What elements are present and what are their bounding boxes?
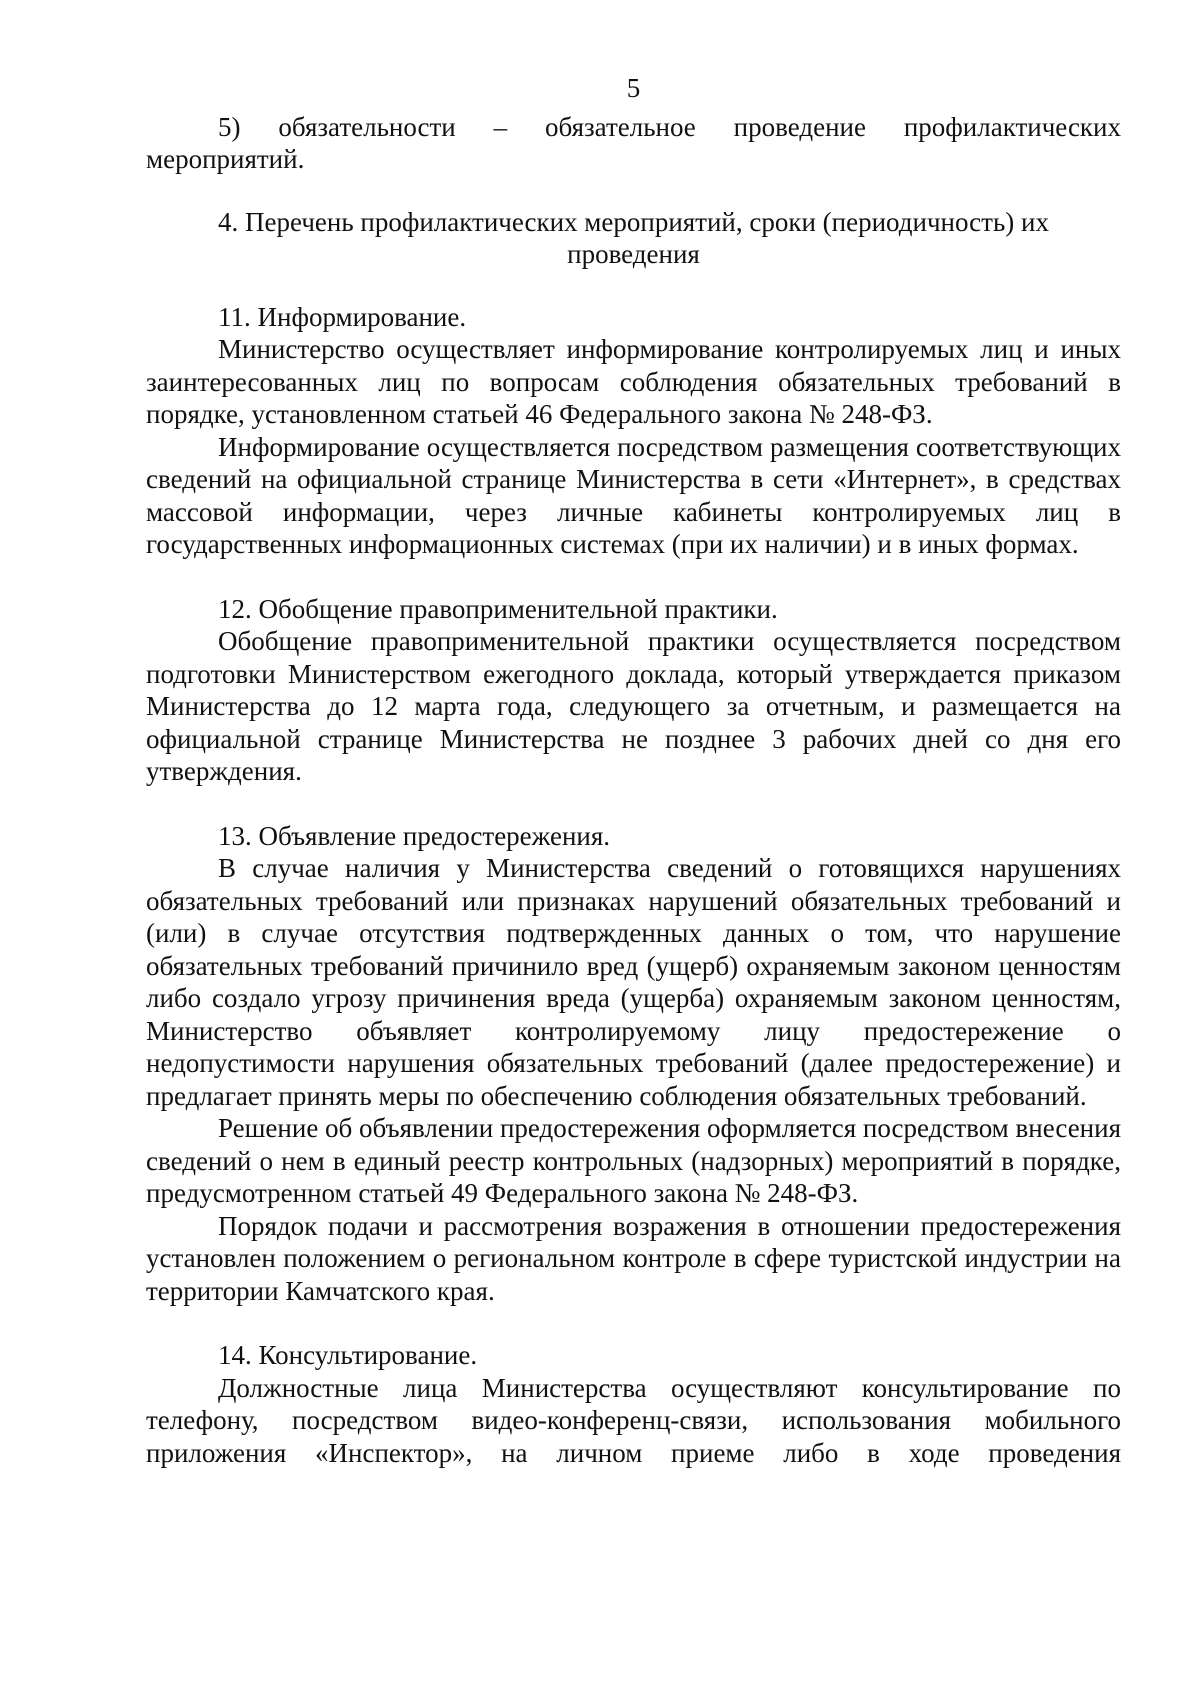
section-14-title: 14. Консультирование. [218,1340,478,1370]
section-13-paragraph-3: Порядок подачи и рассмотрения возражения в отношении предостережения установлен положением о региональном контроле в сфере туристской индустрии на территории Камчатского края. [146,1210,1121,1306]
item-5-paragraph: 5) обязательности – обязательное проведение профилактических мероприятий. [146,111,1121,174]
document-page [146,72,1121,1469]
section-12-paragraph-1: Обобщение правоприменительной практики осуществляется посредством подготовки Министерством ежегодного доклада, который утверждается приказом Министерства до 12 марта года, следующего за отчетным, и размещается на официальной странице Министерства не позднее 3 рабочих дней со дня его утверждения. [146,626,1121,786]
section-11-paragraph-2: Информирование осуществляется посредством размещения соответствующих сведений на официальной странице Министерства в сети «Интернет», в средствах массовой информации, через личные кабинеты контролируемых лиц в государственных информационных системах (при их наличии) и в иных формах. [146,431,1121,559]
spacer [146,1307,1121,1339]
section-13-paragraph-2: Решение об объявлении предостережения оформляется посредством внесения сведений о нем в единый реестр контрольных (надзорных) мероприятий в порядке, предусмотренном статьей 49 Федерального закона № 248-ФЗ. [146,1113,1121,1208]
spacer [146,788,1121,820]
spacer [146,561,1121,593]
section-13-title: 13. Объявление предостережения. [218,820,611,851]
section-14-paragraph-1: Должностные лица Министерства осуществляют консультирование по телефону, посредством видео-конференц-связи, использования мобильного приложения «Инспектор», на личном приеме либо в ходе проведения [146,1372,1121,1468]
section-12-title: 12. Обобщение правоприменительной практики. [218,593,778,624]
page-number: 5 [626,73,641,103]
section-13-paragraph-1: В случае наличия у Министерства сведений о готовящихся нарушениях обязательных требований или признаках нарушений обязательных требований и (или) в случае отсутствия подтвержденных данных о том, что нарушение обязательных требований причинило вред (ущерб) охраняемым законом ценностям либо создало угрозу причинения вреда (ущерба) охраняемым законом ценностям, Министерство объявляет контролируемому лицу предостережение о недопустимости нарушения обязательных требований (далее предостережение) и предлагает принять меры по обеспечению соблюдения обязательных требований. [146,853,1121,1111]
section-11-title: 11. Информирование. [218,301,467,332]
section-heading: 4. Перечень профилактических мероприятий, сроки (периодичность) их проведения [218,206,1049,269]
section-11-paragraph-1: Министерство осуществляет информирование контролируемых лиц и иных заинтересованных лиц по вопросам соблюдения обязательных требований в порядке, установленном статьей 46 Федерального закона № 248-ФЗ. [146,334,1121,429]
